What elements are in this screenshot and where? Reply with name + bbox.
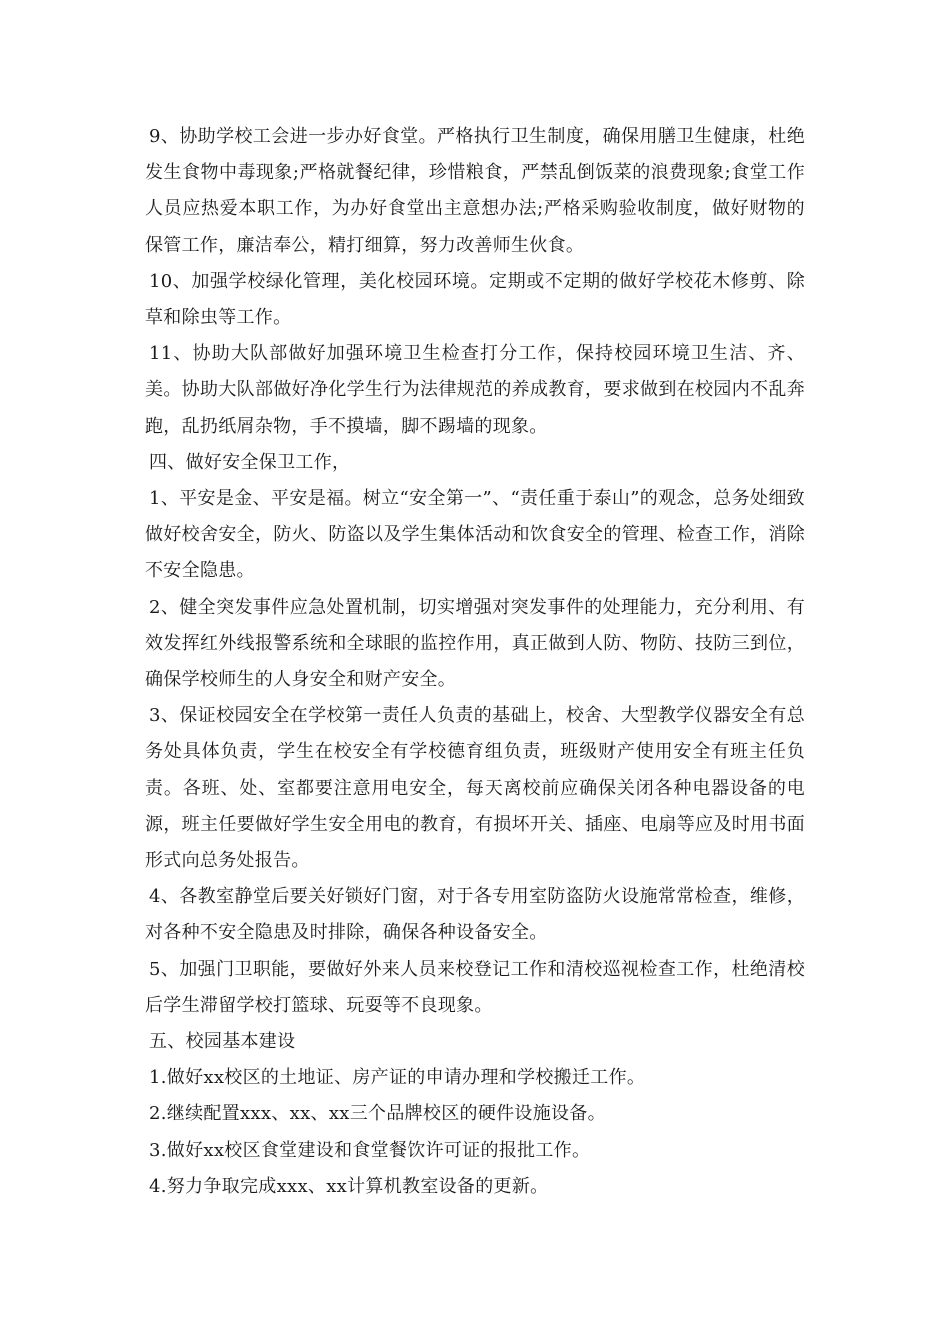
list-item-computer-room: 4.努力争取完成xxx、xx计算机教室设备的更新。: [149, 1175, 549, 1197]
list-item-canteen-permit: 3.做好xx校区食堂建设和食堂餐饮许可证的报批工作。: [149, 1139, 591, 1161]
list-item-hardware: 2.继续配置xxx、xx、xx三个品牌校区的硬件设施设备。: [149, 1103, 606, 1125]
document-body: [145, 119, 805, 1205]
paragraph-canteen: 9、协助学校工会进一步办好食堂。严格执行卫生制度，确保用膳卫生健康，杜绝发生食物中毒现象;严格就餐纪律，珍惜粮食，严禁乱倒饭菜的浪费现象;食堂工作人员应热爱本职工作，为办好食堂出主意想办法;严格采购验收制度，做好财物的保管工作，廉洁奉公，精打细算，努力改善师生伙食。: [145, 126, 805, 256]
list-item-land-certificate: 1.做好xx校区的土地证、房产证的申请办理和学校搬迁工作。: [149, 1067, 646, 1089]
paragraph-emergency: 2、健全突发事件应急处置机制，切实增强对突发事件的处理能力，充分利用、有效发挥红外线报警系统和全球眼的监控作用，真正做到人防、物防、技防三到位，确保学校师生的人身安全和财产安全。: [145, 596, 805, 691]
section-heading-security: 四、做好安全保卫工作，: [149, 451, 351, 473]
paragraph-greening: 10、加强学校绿化管理，美化校园环境。定期或不定期的做好学校花木修剪、除草和除虫等工作。: [145, 270, 805, 329]
paragraph-gatekeeping: 5、加强门卫职能，要做好外来人员来校登记工作和清校巡视检查工作，杜绝清校后学生滞留学校打篮球、玩耍等不良现象。: [145, 958, 805, 1016]
paragraph-hygiene: 11、协助大队部做好加强环境卫生检查打分工作，保持校园环境卫生洁、齐、美。协助大队部做好净化学生行为法律规范的养成教育，要求做到在校园内不乱奔跑，乱扔纸屑杂物，手不摸墙，脚不踢墙的现象。: [145, 343, 805, 437]
paragraph-safety-first: 1、平安是金、平安是福。树立“安全第一”、“责任重于泰山”的观念，总务处细致做好校舍安全，防火、防盗以及学生集体活动和饮食安全的管理、检查工作，消除不安全隐患。: [145, 488, 805, 582]
section-heading-construction: 五、校园基本建设: [149, 1031, 296, 1053]
paragraph-responsibility: 3、保证校园安全在学校第一责任人负责的基础上，校舍、大型教学仪器安全有总务处具体负责，学生在校安全有学校德育组负责，班级财产使用安全有班主任负责。各班、处、室都要注意用电安全，每天离校前应确保关闭各种电器设备的电源，班主任要做好学生安全用电的教育，有损坏开关、插座、电扇等应及时用书面形式向总务处报告。: [145, 705, 805, 872]
paragraph-classroom-locks: 4、各教室静堂后要关好锁好门窗，对于各专用室防盗防火设施常常检查，维修，对各种不安全隐患及时排除，确保各种设备安全。: [145, 886, 805, 944]
